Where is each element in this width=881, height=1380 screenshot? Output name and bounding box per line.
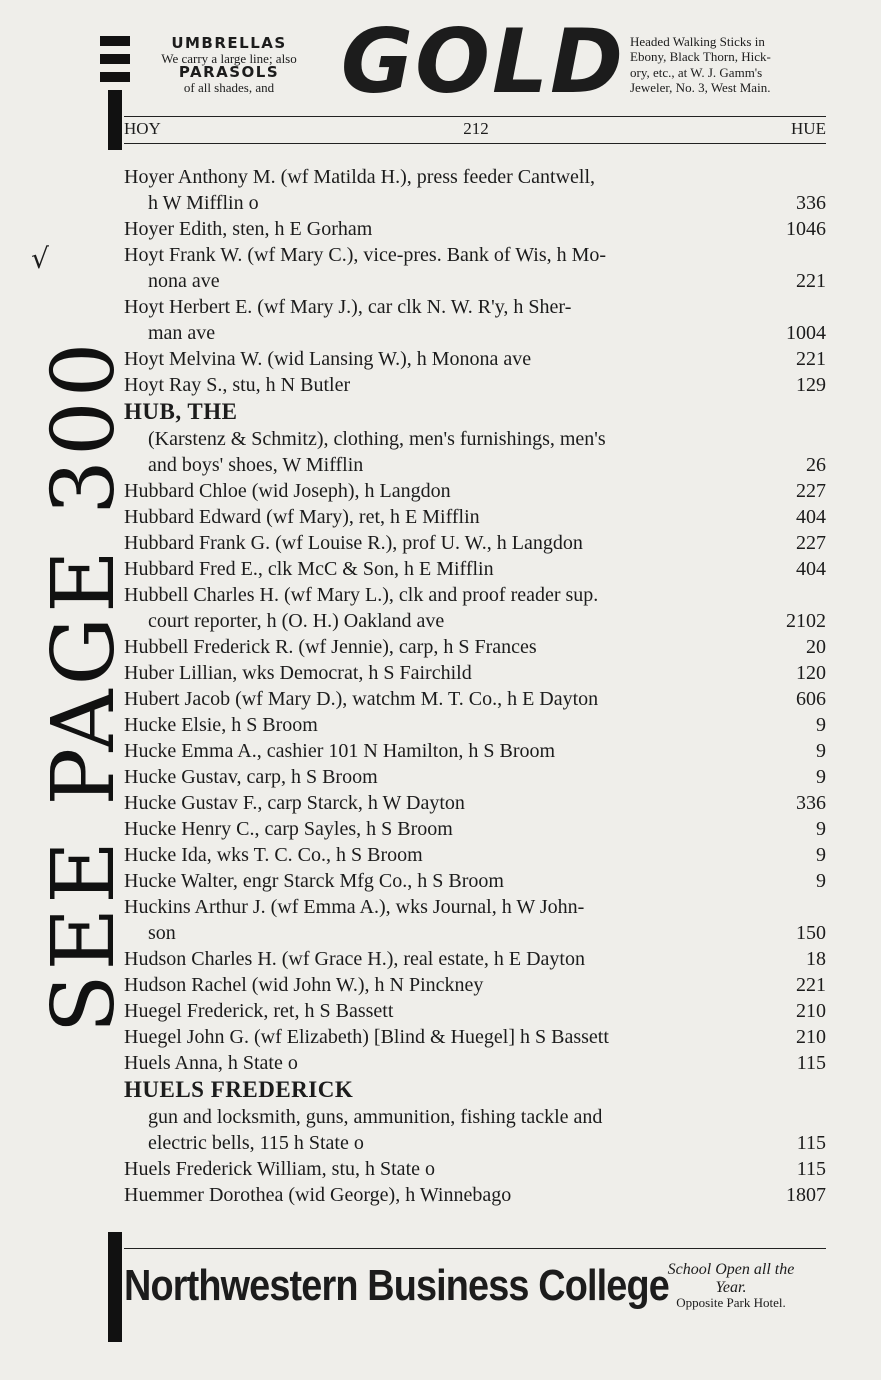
directory-entry: [124, 816, 826, 842]
entry-text: Hucke Gustav, carp, h S Broom: [124, 766, 378, 788]
ad-line: Jeweler, No. 3, West Main.: [630, 79, 771, 95]
house-number: 221: [796, 270, 826, 292]
directory-entry: [124, 712, 826, 738]
sidebar-bar-top-4: [108, 90, 122, 150]
sidebar-see-page: [34, 186, 134, 1186]
sidebar-banner: [31, 36, 134, 1346]
entry-continuation: electric bells, 115 h State o: [148, 1132, 364, 1154]
entry-continuation: man ave: [148, 322, 216, 344]
house-number: 221: [796, 348, 826, 370]
entry-text: Huels Frederick William, stu, h State o: [124, 1158, 435, 1180]
entry-text: Huels Anna, h State o: [124, 1052, 298, 1074]
ad-line: Headed Walking Sticks in: [630, 34, 765, 49]
entry-text: Hubbard Chloe (wid Joseph), h Langdon: [124, 480, 451, 502]
directory-entry: [124, 842, 826, 868]
entry-text: Hucke Emma A., cashier 101 N Hamilton, h S Broom: [124, 740, 556, 762]
house-number: 9: [816, 740, 826, 762]
ad-umbrellas: UMBRELLAS: [171, 34, 287, 52]
business-entry-hub: [124, 426, 826, 478]
running-head-left: HOY: [124, 119, 161, 138]
sidebar-see-page-text: SEE PAGE 300: [34, 338, 134, 1034]
directory-entry: [124, 504, 826, 530]
entry-continuation: son: [148, 922, 176, 944]
house-number: 210: [796, 1026, 826, 1048]
umbrellas-ad: [124, 36, 334, 95]
house-number: 227: [796, 532, 826, 554]
directory-entry: [124, 216, 826, 242]
entry-continuation: court reporter, h (O. H.) Oakland ave: [148, 610, 445, 632]
directory-entry: [124, 530, 826, 556]
entry-text: Hucke Walter, engr Starck Mfg Co., h S Broom: [124, 870, 504, 892]
directory-entry: [124, 478, 826, 504]
entry-text: Hucke Ida, wks T. C. Co., h S Broom: [124, 844, 423, 866]
page-number: 212: [463, 119, 489, 138]
directory-entry: [124, 1050, 826, 1076]
entry-text: Hubert Jacob (wf Mary D.), watchm M. T. Co., h E Dayton: [124, 688, 599, 710]
house-number: 9: [816, 870, 826, 892]
walking-sticks-ad: [630, 34, 830, 95]
directory-entry: [124, 738, 826, 764]
business-heading-hub: HUB, THE: [124, 399, 238, 424]
entry-text: Huegel John G. (wf Elizabeth) [Blind & Huegel] h S Bassett: [124, 1026, 609, 1048]
entry-text: Hoyt Herbert E. (wf Mary J.), car clk N. W. R'y, h Sher-: [124, 296, 572, 318]
house-number: 2102: [786, 610, 826, 632]
entry-text: Hoyt Melvina W. (wid Lansing W.), h Monona ave: [124, 348, 532, 370]
directory-entry: [124, 582, 826, 634]
directory-entry: [124, 242, 826, 294]
entry-text: Hucke Henry C., carp Sayles, h S Broom: [124, 818, 453, 840]
entry-text: Hoyt Frank W. (wf Mary C.), vice-pres. Bank of Wis, h Mo-: [124, 244, 607, 266]
house-number: 150: [796, 922, 826, 944]
house-number: 115: [796, 1052, 826, 1074]
entry-text: Huemmer Dorothea (wid George), h Winnebago: [124, 1184, 512, 1206]
directory-entry: [124, 998, 826, 1024]
entry-continuation: nona ave: [148, 270, 220, 292]
entry-text: Hubbard Frank G. (wf Louise R.), prof U. W., h Langdon: [124, 532, 583, 554]
sidebar-bar-bottom: [108, 1232, 122, 1342]
college-note: [636, 1261, 826, 1310]
directory-entry: [124, 372, 826, 398]
house-number: 9: [816, 818, 826, 840]
ad-line: We carry a large line; also: [161, 50, 297, 66]
entry-text: Huckins Arthur J. (wf Emma A.), wks Journal, h W John-: [124, 896, 585, 918]
directory-entry: [124, 790, 826, 816]
directory-entry: [124, 634, 826, 660]
house-number: 1004: [786, 322, 826, 344]
entry-text: Hoyt Ray S., stu, h N Butler: [124, 374, 351, 396]
house-number: 606: [796, 688, 826, 710]
house-number: 115: [796, 1132, 826, 1154]
check-mark-icon: √: [31, 242, 49, 275]
entry-text: Hubbell Frederick R. (wf Jennie), carp, h S Frances: [124, 636, 537, 658]
business-entry-huels: [124, 1104, 826, 1156]
college-address: Opposite Park Hotel.: [676, 1295, 786, 1311]
entry-text: Hubbell Charles H. (wf Mary L.), clk and proof reader sup.: [124, 584, 599, 606]
house-number: 115: [796, 1158, 826, 1180]
house-number: 336: [796, 192, 826, 214]
directory-entry: [124, 660, 826, 686]
directory-entry: [124, 556, 826, 582]
entry-text: Hudson Rachel (wid John W.), h N Pinckney: [124, 974, 484, 996]
house-number: 336: [796, 792, 826, 814]
directory-entry: [124, 294, 826, 346]
house-number: 1046: [786, 218, 826, 240]
entry-text: Hucke Gustav F., carp Starck, h W Dayton: [124, 792, 465, 814]
house-number: 9: [816, 714, 826, 736]
house-number: 227: [796, 480, 826, 502]
ad-line: Ebony, Black Thorn, Hick-: [630, 49, 771, 65]
house-number: 404: [796, 506, 826, 528]
business-heading-huels: HUELS FREDERICK: [124, 1077, 354, 1102]
house-number: 26: [806, 454, 826, 476]
entry-text: Hoyer Anthony M. (wf Matilda H.), press feeder Cantwell,: [124, 166, 595, 188]
house-number: 129: [796, 374, 826, 396]
entry-text: Huber Lillian, wks Democrat, h S Fairchild: [124, 662, 472, 684]
directory-listing: [124, 164, 826, 1208]
house-number: 404: [796, 558, 826, 580]
directory-entry: [124, 1024, 826, 1050]
directory-entry: [124, 346, 826, 372]
entry-text: Hoyer Edith, sten, h E Gorham: [124, 218, 373, 240]
directory-entry: [124, 686, 826, 712]
directory-entry: [124, 1182, 826, 1208]
directory-entry: [124, 972, 826, 998]
house-number: 9: [816, 844, 826, 866]
directory-entry: [124, 868, 826, 894]
house-number: 221: [796, 974, 826, 996]
directory-entry: [124, 1156, 826, 1182]
house-number: 18: [806, 948, 826, 970]
running-head-right: HUE: [791, 119, 826, 138]
house-number: 120: [796, 662, 826, 684]
entry-text: gun and locksmith, guns, ammunition, fishing tackle and: [148, 1106, 603, 1128]
house-number: 20: [806, 636, 826, 658]
directory-entry: [124, 946, 826, 972]
ad-line: of all shades, and: [183, 80, 275, 96]
directory-entry: [124, 894, 826, 946]
ad-line: ory, etc., at W. J. Gamm's: [630, 64, 763, 80]
entry-continuation: h W Mifflin o: [148, 192, 259, 214]
entry-text: Hucke Elsie, h S Broom: [124, 714, 318, 736]
entry-text: Hubbard Fred E., clk McC & Son, h E Mifflin: [124, 558, 494, 580]
entry-continuation: and boys' shoes, W Mifflin: [148, 454, 364, 476]
college-ad: [124, 1248, 826, 1311]
house-number: 9: [816, 766, 826, 788]
entry-text: Hudson Charles H. (wf Grace H.), real estate, h E Dayton: [124, 948, 585, 970]
college-note-line: Year.: [715, 1278, 747, 1296]
ad-parasols: PARASOLS: [178, 63, 280, 82]
entry-text: (Karstenz & Schmitz), clothing, men's furnishings, men's: [148, 428, 606, 450]
college-note-line: School Open all the: [667, 1261, 795, 1278]
entry-text: Hubbard Edward (wf Mary), ret, h E Mifflin: [124, 506, 480, 528]
running-head: [124, 116, 826, 144]
house-number: 1807: [786, 1184, 826, 1206]
college-name: Northwestern Business College: [124, 1261, 669, 1310]
directory-entry: [124, 164, 826, 216]
entry-text: Huegel Frederick, ret, h S Bassett: [124, 1000, 394, 1022]
house-number: 210: [796, 1000, 826, 1022]
directory-entry: [124, 764, 826, 790]
gold-logo: GOLD: [340, 10, 626, 113]
